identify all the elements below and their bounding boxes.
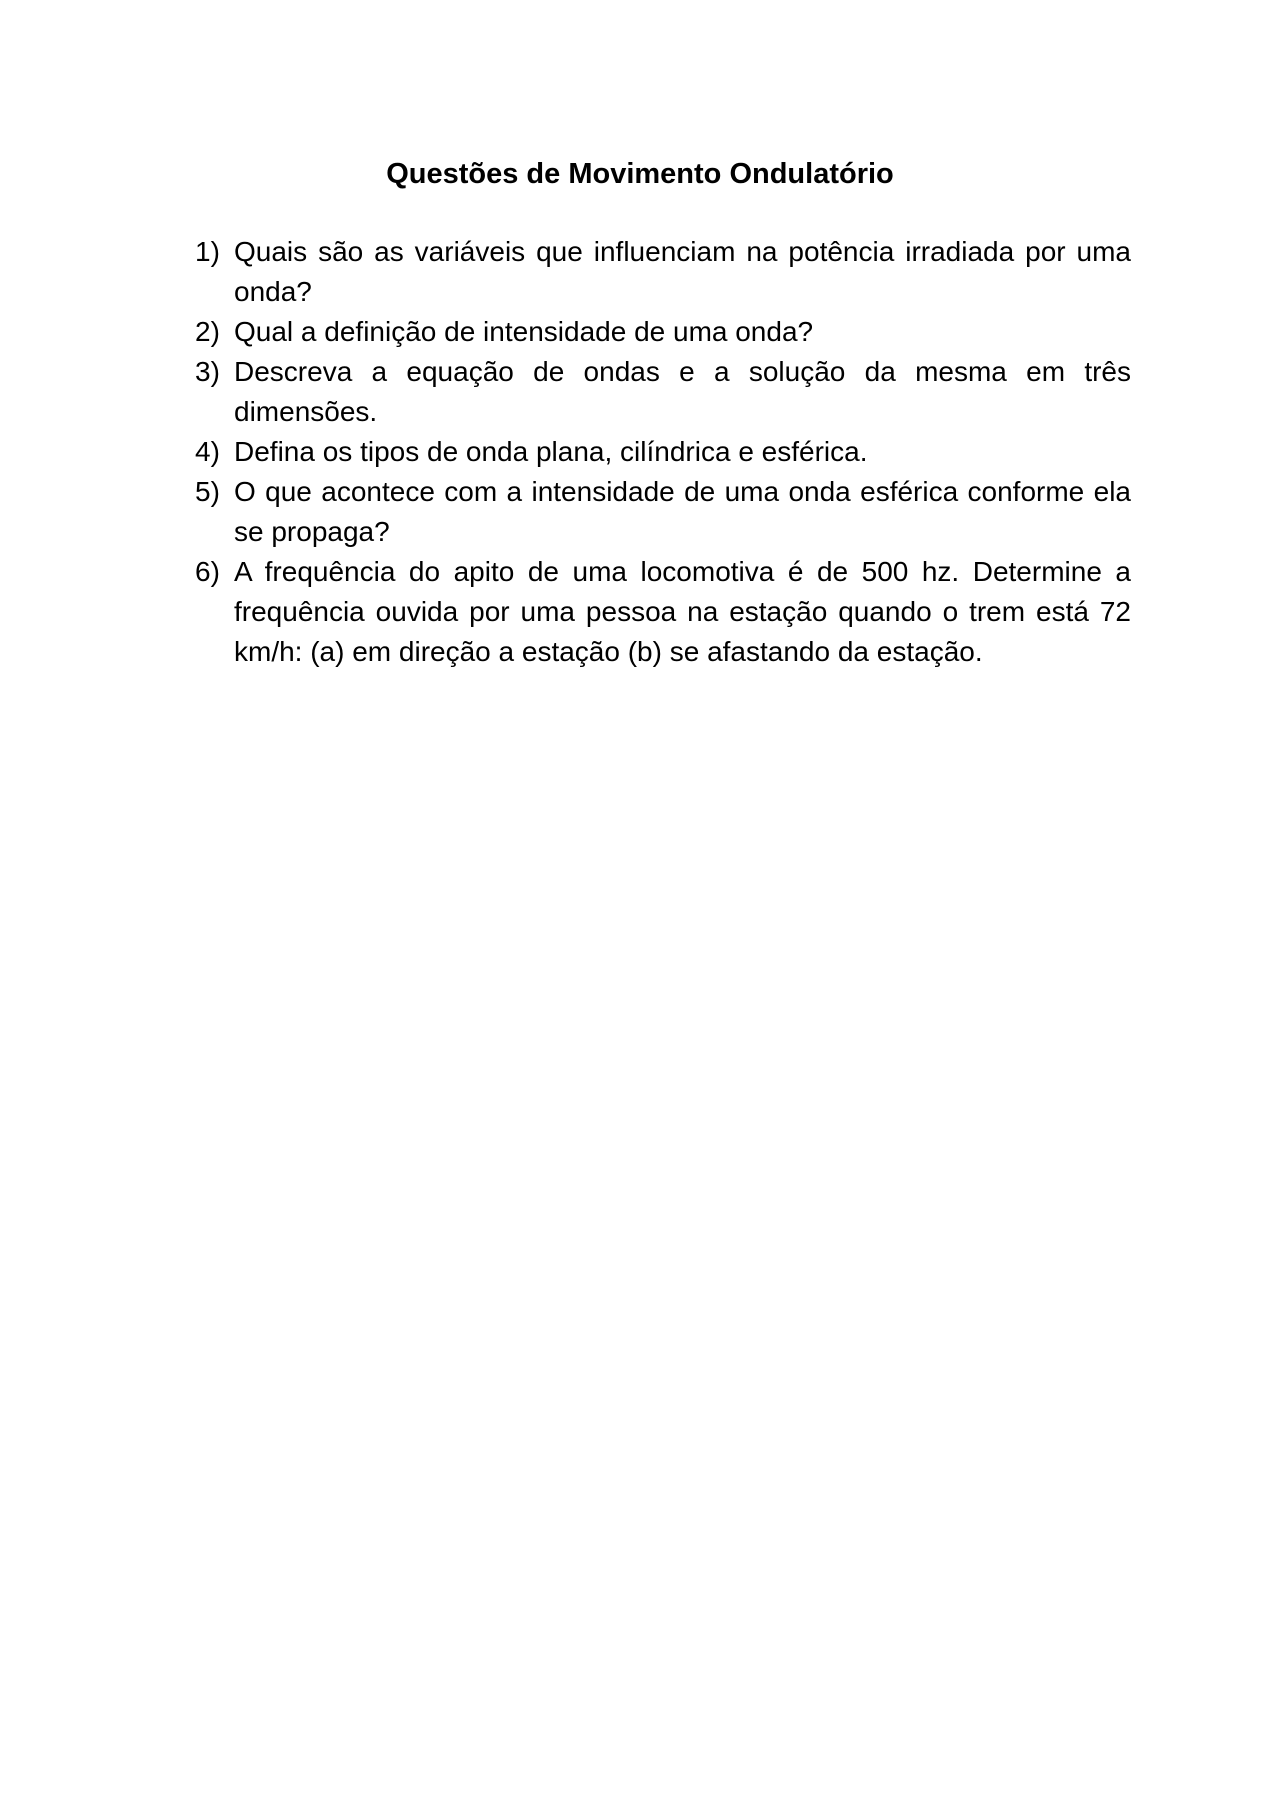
question-text: Descreva a equação de ondas e a solução da mesma em três dimensões. bbox=[234, 356, 1131, 427]
question-text: Quais são as variáveis que influenciam na potência irradiada por uma onda? bbox=[234, 236, 1131, 307]
question-item-6 bbox=[195, 552, 1131, 672]
question-number: 1) bbox=[195, 236, 220, 267]
document-title: Questões de Movimento Ondulatório bbox=[386, 158, 894, 190]
question-item-5 bbox=[195, 472, 1131, 552]
question-number: 4) bbox=[195, 436, 220, 467]
question-text: A frequência do apito de uma locomotiva é de 500 hz. Determine a frequência ouvida por uma pessoa na estação quando o trem está 72 km/h: (a) em direção a estação (b) se afastando da estação. bbox=[234, 556, 1131, 667]
question-text: Defina os tipos de onda plana, cilíndrica e esférica. bbox=[234, 436, 868, 467]
question-item-3 bbox=[195, 352, 1131, 432]
question-text: Qual a definição de intensidade de uma onda? bbox=[234, 316, 814, 347]
question-text: O que acontece com a intensidade de uma onda esférica conforme ela se propaga? bbox=[234, 476, 1131, 547]
question-number: 5) bbox=[195, 476, 220, 507]
question-number: 2) bbox=[195, 316, 220, 347]
question-item-4 bbox=[195, 432, 1131, 472]
question-item-2 bbox=[195, 312, 1131, 352]
question-item-1 bbox=[195, 232, 1131, 312]
question-number: 3) bbox=[195, 356, 220, 387]
question-list bbox=[195, 232, 1131, 672]
question-number: 6) bbox=[195, 556, 220, 587]
